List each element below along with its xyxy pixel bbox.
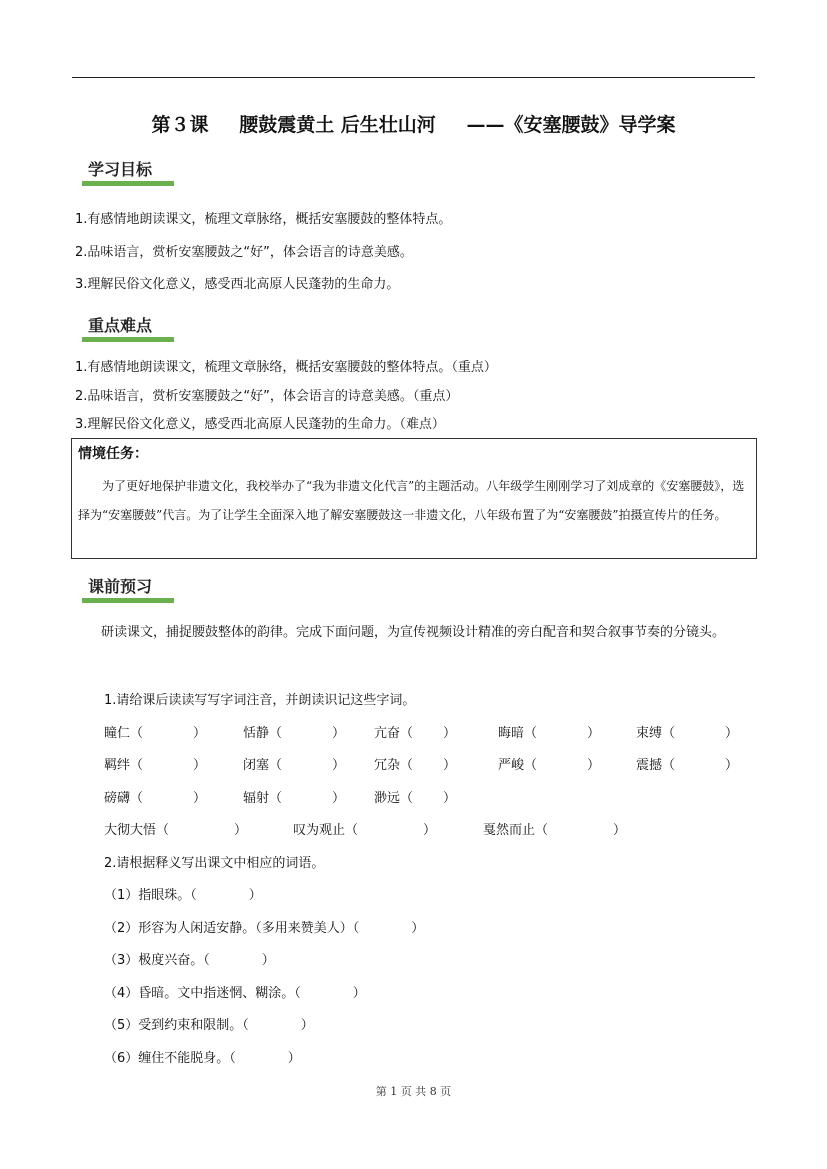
- task-title: 情境任务：: [78, 446, 148, 462]
- word-blank: 羁绊（ ）: [104, 758, 207, 773]
- page-title: [72, 110, 755, 137]
- word-blank: 渺远（ ）: [374, 791, 457, 806]
- goal-item: 2.品味语言，赏析安塞腰鼓之“好”，体会语言的诗意美感。: [75, 245, 413, 260]
- definition-item: （2）形容为人闲适安静。（多用来赞美人）（ ）: [104, 921, 425, 936]
- title-main: 腰鼓震黄土 后生壮山河: [239, 114, 436, 136]
- task-body: 为了更好地保护非遗文化，我校举办了“我为非遗文化代言”的主题活动。八年级学生刚刚学习了刘成章的《安塞腰鼓》，选择为“安塞腰鼓”代言。为了让学生全面深入地了解安塞腰鼓这一非遗文化，八年级布置了为“安塞腰鼓”拍摄宣传片的任务。: [78, 479, 745, 522]
- keypoint-item: 1.有感情地朗读课文，梳理文章脉络，概括安塞腰鼓的整体特点。（重点）: [75, 360, 497, 375]
- title-sub: ——《安塞腰鼓》导学案: [466, 114, 676, 136]
- definition-item: （1）指眼珠。（ ）: [104, 888, 262, 903]
- goal-item: 3.理解民俗文化意义，感受西北高原人民蓬勃的生命力。: [75, 277, 400, 292]
- word-blank: 辐射（ ）: [243, 791, 346, 806]
- keypoints-heading: 重点难点: [86, 313, 152, 336]
- word-blank: 闭塞（ ）: [243, 758, 346, 773]
- keypoint-item: 2.品味语言，赏析安塞腰鼓之“好”，体会语言的诗意美感。（重点）: [75, 389, 459, 404]
- definition-item: （4）昏暗。文中指迷惘、糊涂。（ ）: [104, 986, 366, 1001]
- goal-item: 1.有感情地朗读课文，梳理文章脉络，概括安塞腰鼓的整体特点。: [75, 212, 452, 227]
- page-footer: 第 1 页 共 8 页: [375, 1085, 452, 1098]
- word-blank: 恬静（ ）: [243, 726, 346, 741]
- heading-underline: [82, 598, 174, 603]
- word-blank: 严峻（ ）: [498, 758, 601, 773]
- word-blank: 震撼（ ）: [636, 758, 739, 773]
- word-blank: 叹为观止（ ）: [293, 823, 437, 838]
- keypoint-item: 3.理解民俗文化意义，感受西北高原人民蓬勃的生命力。（难点）: [75, 417, 445, 432]
- definition-item: （5）受到约束和限制。（ ）: [104, 1018, 314, 1033]
- header-rule: [72, 77, 755, 78]
- word-blank: 戛然而止（ ）: [483, 823, 627, 838]
- word-blank: 晦暗（ ）: [498, 726, 601, 741]
- word-blank: 瞳仁（ ）: [104, 726, 207, 741]
- word-blank: 大彻大悟（ ）: [104, 823, 248, 838]
- lesson-number: 第３课: [151, 114, 209, 136]
- definition-item: （6）缠住不能脱身。（ ）: [104, 1051, 301, 1066]
- heading-underline: [82, 337, 174, 342]
- heading-underline: [82, 181, 174, 186]
- definition-item: （3）极度兴奋。（ ）: [104, 953, 275, 968]
- word-blank: 亢奋（ ）: [374, 726, 457, 741]
- question-2: 2.请根据释义写出课文中相应的词语。: [104, 856, 325, 871]
- preview-heading: 课前预习: [86, 574, 152, 597]
- word-blank: 束缚（ ）: [636, 726, 739, 741]
- word-blank: 冗杂（ ）: [374, 758, 457, 773]
- preview-intro: 研读课文，捕捉腰鼓整体的韵律。完成下面问题，为宣传视频设计精准的旁白配音和契合叙事节奏的分镜头。: [101, 625, 726, 640]
- goals-heading: 学习目标: [86, 157, 152, 180]
- question-1: 1.请给课后读读写写字词注音，并朗读识记这些字词。: [104, 693, 416, 708]
- word-blank: 磅礴（ ）: [104, 791, 207, 806]
- task-box: [71, 438, 757, 559]
